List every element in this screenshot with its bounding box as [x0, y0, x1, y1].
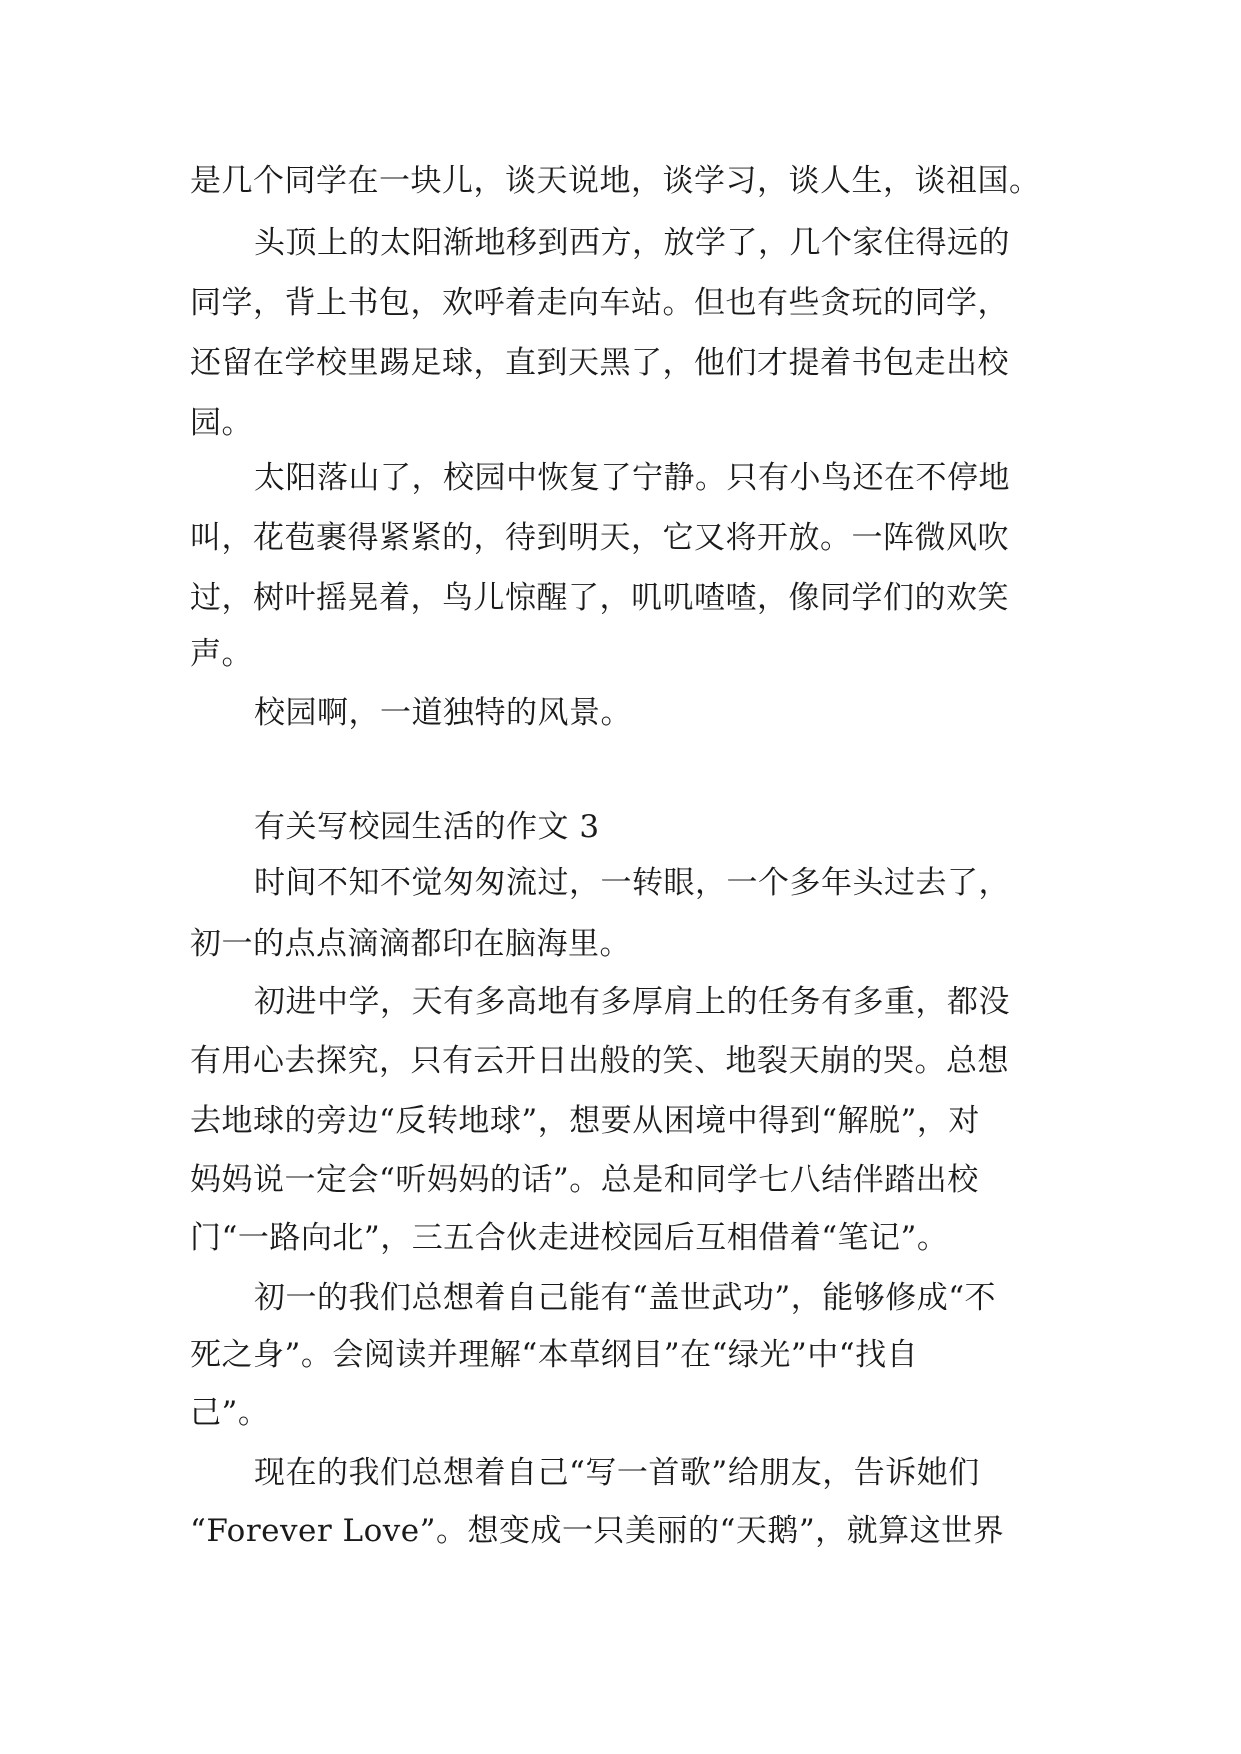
text-line: 妈妈说一定会“听妈妈的话”。总是和同学七八结伴踏出校	[190, 1162, 979, 1198]
paragraph-start-line: 时间不知不觉匆匆流过，一转眼，一个多年头过去了，	[254, 865, 1010, 901]
text-line: 同学，背上书包，欢呼着走向车站。但也有些贪玩的同学，	[190, 285, 1009, 321]
text-line: 声。	[190, 636, 253, 672]
text-line: “Forever Love”。想变成一只美丽的“天鹅”，就算这世界	[190, 1513, 1005, 1549]
paragraph-start-line: 初进中学，天有多高地有多厚肩上的任务有多重，都没	[254, 984, 1010, 1020]
paragraph-start-line: 头顶上的太阳渐地移到西方，放学了，几个家住得远的	[254, 225, 1010, 261]
text-line: 己”。	[190, 1395, 270, 1431]
paragraph-start-line: 太阳落山了，校园中恢复了宁静。只有小鸟还在不停地	[254, 460, 1010, 496]
paragraph-start-line: 校园啊，一道独特的风景。	[254, 695, 632, 731]
text-line: 初一的点点滴滴都印在脑海里。	[190, 926, 631, 962]
text-line: 叫，花苞裹得紧紧的，待到明天，它又将开放。一阵微风吹	[190, 520, 1009, 556]
text-line: 死之身”。会阅读并理解“本草纲目”在“绿光”中“找自	[190, 1337, 919, 1373]
paragraph-start-line: 现在的我们总想着自己“写一首歌”给朋友，告诉她们	[254, 1455, 980, 1491]
section-title: 有关写校园生活的作文 3	[254, 809, 600, 845]
text-line: 门“一路向北”，三五合伙走进校园后互相借着“笔记”。	[190, 1220, 949, 1256]
text-line: 还留在学校里踢足球，直到天黑了，他们才提着书包走出校	[190, 345, 1009, 381]
text-line: 有用心去探究，只有云开日出般的笑、地裂天崩的哭。总想	[190, 1043, 1009, 1079]
text-line: 园。	[190, 405, 253, 441]
text-line: 去地球的旁边“反转地球”，想要从困境中得到“解脱”，对	[190, 1103, 980, 1139]
text-line: 过，树叶摇晃着，鸟儿惊醒了，叽叽喳喳，像同学们的欢笑	[190, 580, 1009, 616]
paragraph-start-line: 初一的我们总想着自己能有“盖世武功”，能够修成“不	[254, 1280, 997, 1316]
text-line: 是几个同学在一块儿，谈天说地，谈学习，谈人生，谈祖国。	[190, 163, 1041, 199]
